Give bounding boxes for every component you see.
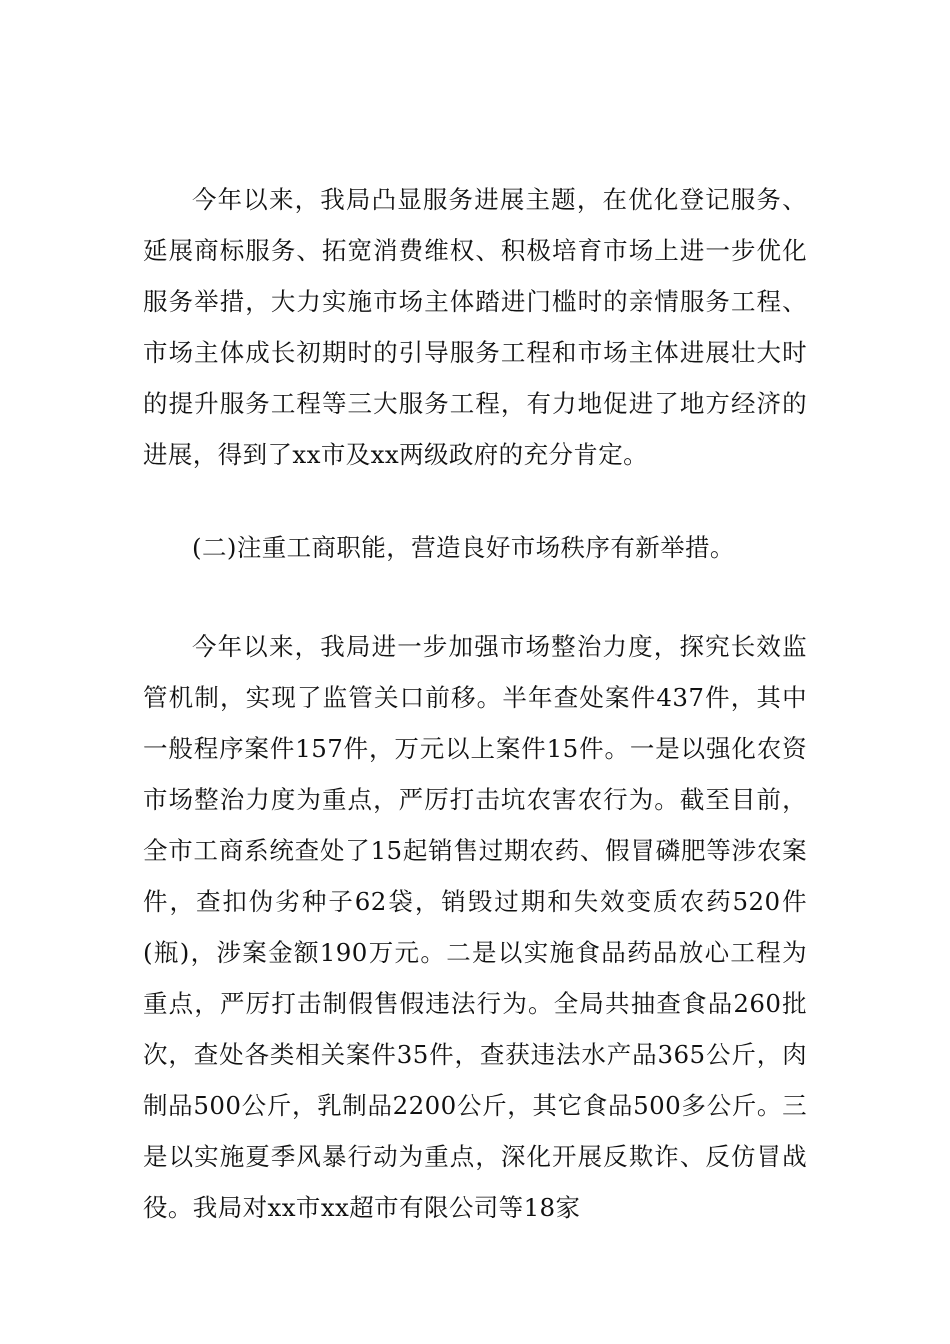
section-heading: (二)注重工商职能，营造良好市场秩序有新举措。 [192, 533, 735, 562]
paragraph-intro: 今年以来，我局凸显服务进展主题，在优化登记服务、延展商标服务、拓宽消费维权、积极培育市场上进一步优化服务举措，大力实施市场主体踏进门槛时的亲情服务工程、市场主体成长初期时的引导服务工程和市场主体进展壮大时的提升服务工程等三大服务工程，有力地促进了地方经济的进展，得到了xx市及xx两级政府的充分肯定。 [143, 185, 807, 469]
paragraph-market-regulation: 今年以来，我局进一步加强市场整治力度，探究长效监管机制，实现了监管关口前移。半年查处案件437件，其中一般程序案件157件，万元以上案件15件。一是以强化农资市场整治力度为重点，严厉打击坑农害农行为。截至目前，全市工商系统查处了15起销售过期农药、假冒磷肥等涉农案件，查扣伪劣种子62袋，销毁过期和失效变质农药520件(瓶)，涉案金额190万元。二是以实施食品药品放心工程为重点，严厉打击制假售假违法行为。全局共抽查食品260批次，查处各类相关案件35件，查获违法水产品365公斤，肉制品500公斤，乳制品2200公斤，其它食品500多公斤。三是以实施夏季风暴行动为重点，深化开展反欺诈、反仿冒战役。我局对xx市xx超市有限公司等18家 [143, 632, 807, 1222]
